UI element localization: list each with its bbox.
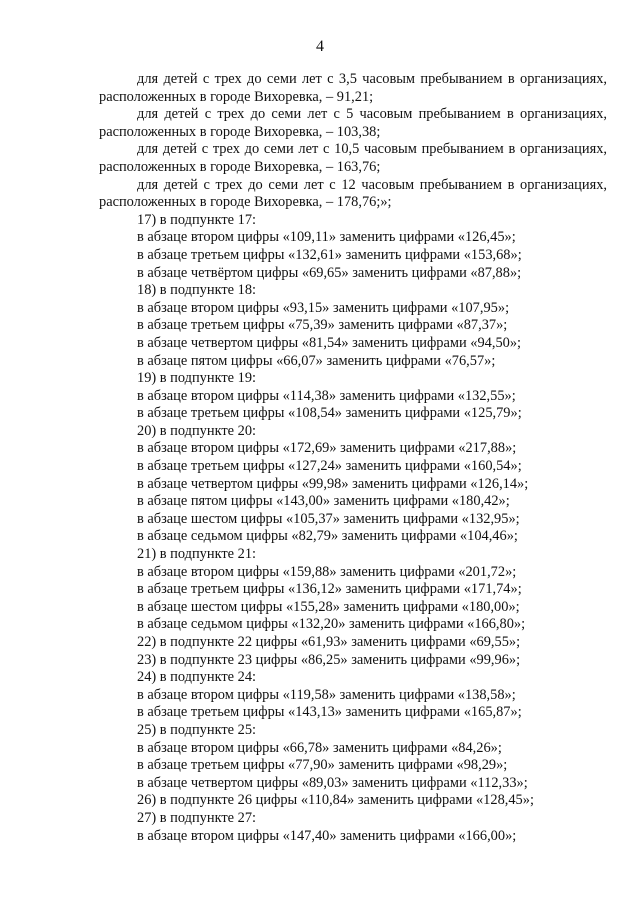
amendment-line: 26) в подпункте 26 цифры «110,84» заменить цифрами «128,45»;	[137, 792, 534, 809]
paragraph-line: расположенных в городе Вихоревка, – 103,38;	[99, 123, 381, 140]
amendment-line: в абзаце третьем цифры «75,39» заменить цифрами «87,37»;	[137, 317, 508, 334]
amendment-line: 20) в подпункте 20:	[137, 422, 257, 439]
amendment-line: 25) в подпункте 25:	[137, 721, 257, 738]
amendment-line: в абзаце пятом цифры «143,00» заменить цифрами «180,42»;	[137, 493, 510, 510]
amendment-line: в абзаце третьем цифры «132,61» заменить цифрами «153,68»;	[137, 246, 522, 263]
amendment-line: в абзаце шестом цифры «105,37» заменить цифрами «132,95»;	[137, 510, 520, 527]
amendment-line: в абзаце четвёртом цифры «69,65» заменить цифрами «87,88»;	[137, 264, 522, 281]
amendment-line: в абзаце третьем цифры «127,24» заменить цифрами «160,54»;	[137, 458, 522, 475]
intro-paragraph	[99, 141, 607, 176]
amendment-line: в абзаце четвертом цифры «81,54» заменить цифрами «94,50»;	[137, 334, 522, 351]
paragraph-line: для детей с трех до семи лет с 3,5 часовым пребыванием в организациях,	[137, 71, 607, 87]
amendment-line: в абзаце седьмом цифры «132,20» заменить цифрами «166,80»;	[137, 616, 526, 633]
amendment-line: 23) в подпункте 23 цифры «86,25» заменить цифрами «99,96»;	[137, 651, 521, 668]
amendment-line: 22) в подпункте 22 цифры «61,93» заменить цифрами «69,55»;	[137, 634, 521, 650]
amendment-line: в абзаце втором цифры «114,38» заменить цифрами «132,55»;	[137, 387, 516, 404]
paragraph-line: расположенных в городе Вихоревка, – 163,76;	[99, 158, 381, 175]
amendment-line: в абзаце четвертом цифры «89,03» заменить цифрами «112,33»;	[137, 774, 528, 791]
amendment-line: в абзаце третьем цифры «143,13» заменить цифрами «165,87»;	[137, 704, 522, 721]
amendment-line: в абзаце втором цифры «93,15» заменить цифрами «107,95»;	[137, 299, 510, 316]
document-body	[99, 71, 607, 845]
amendment-line: 17) в подпункте 17:	[137, 211, 257, 228]
amendment-line: в абзаце третьем цифры «108,54» заменить цифрами «125,79»;	[137, 405, 522, 422]
paragraph-line: расположенных в городе Вихоревка, – 178,76;»;	[99, 194, 392, 211]
amendment-line: 24) в подпункте 24:	[137, 669, 257, 686]
amendment-line: 21) в подпункте 21:	[137, 546, 257, 563]
amendment-line: в абзаце третьем цифры «77,90» заменить цифрами «98,29»;	[137, 757, 508, 774]
paragraph-line: расположенных в городе Вихоревка, – 91,21;	[99, 88, 374, 105]
intro-paragraph	[99, 106, 607, 141]
intro-paragraph	[99, 177, 607, 212]
amendment-line: в абзаце втором цифры «109,11» заменить цифрами «126,45»;	[137, 229, 516, 246]
amendment-line: в абзаце четвертом цифры «99,98» заменить цифрами «126,14»;	[137, 475, 529, 492]
intro-paragraph	[99, 71, 607, 106]
amendment-line: в абзаце втором цифры «119,58» заменить цифрами «138,58»;	[137, 686, 516, 703]
amendment-line: в абзаце втором цифры «147,40» заменить цифрами «166,00»;	[137, 827, 517, 844]
paragraph-line: для детей с трех до семи лет с 12 часовым пребыванием в организациях,	[137, 176, 607, 193]
amendment-line: 27) в подпункте 27:	[137, 809, 257, 826]
amendment-line: в абзаце шестом цифры «155,28» заменить цифрами «180,00»;	[137, 598, 520, 615]
amendment-line: 18) в подпункте 18:	[137, 282, 257, 299]
paragraph-line: для детей с трех до семи лет с 10,5 часовым пребыванием в организациях,	[137, 141, 607, 158]
amendment-line: в абзаце седьмом цифры «82,79» заменить цифрами «104,46»;	[137, 528, 518, 545]
paragraph-line: для детей с трех до семи лет с 5 часовым пребыванием в организациях,	[137, 106, 607, 123]
amendment-line: в абзаце втором цифры «66,78» заменить цифрами «84,26»;	[137, 739, 502, 756]
amendment-line: в абзаце пятом цифры «66,07» заменить цифрами «76,57»;	[137, 352, 496, 369]
amendment-line: в абзаце третьем цифры «136,12» заменить цифрами «171,74»;	[137, 581, 522, 598]
page-number: 4	[316, 38, 324, 55]
amendment-line: в абзаце втором цифры «159,88» заменить цифрами «201,72»;	[137, 563, 517, 580]
amendment-line: 19) в подпункте 19:	[137, 370, 257, 387]
amendment-line: в абзаце втором цифры «172,69» заменить цифрами «217,88»;	[137, 440, 517, 457]
